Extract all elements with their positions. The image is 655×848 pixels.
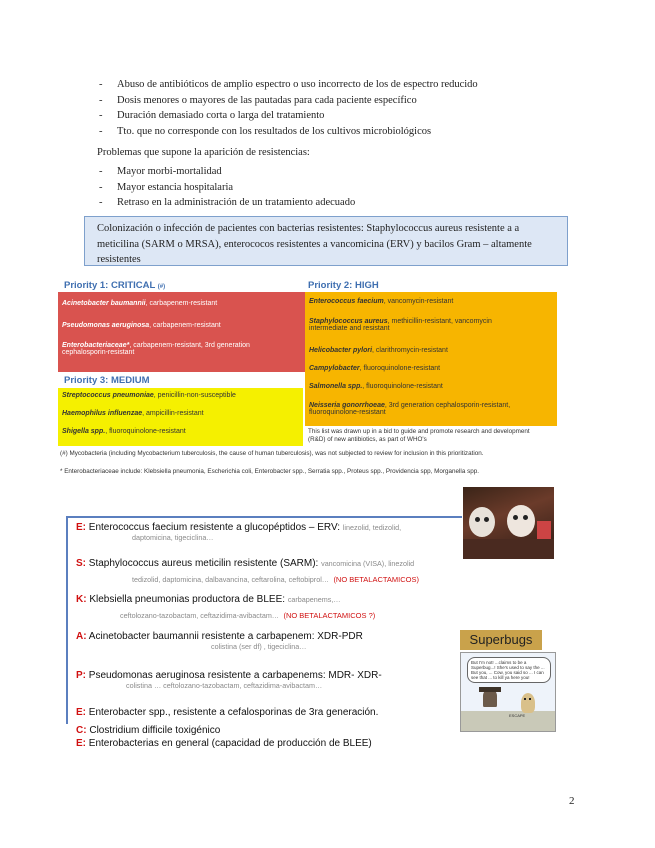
extra-item-c: C: Clostridium difficile toxigénico [76,725,221,736]
priority1-title: Priority 1: CRITICAL (#) [64,280,166,291]
list-item: - Dosis menores o mayores de las pautadas para cada paciente específico [97,93,577,109]
list-item: - Mayor estancia hospitalaria [97,180,577,196]
priority3-panel [58,388,303,446]
priority3-item: Shigella spp., fluoroquinolone-resistant [62,428,186,435]
superbugs-cartoon [460,652,556,732]
footnote-mycobacteria: (#) Mycobacteria (including Mycobacterium tuberculosis, the cause of human tuberculosis), was not subjected to review for inclusion in this prioritization. [60,450,484,457]
priority3-item: Streptococcus pneumoniae, penicillin-non-susceptible [62,392,236,399]
cartoon-sign: ESCAPE [509,713,526,718]
list-item: - Retraso en la administración de un tratamiento adecuado [97,195,577,211]
extra-item-e: E: Enterobacterias en general (capacidad de producción de BLEE) [76,738,372,749]
priority2-item: Staphylococcus aureus, methicillin-resistant, vancomycin intermediate and resistant [309,318,492,332]
superbug-photo [463,487,554,559]
highlight-box: Colonización o infección de pacientes con bacterias resistentes: Staphylococcus aureus resistente a a meticilina (SARM o MRSA), enterococos resistentes a vancomicina (ERV) y bacilos Gram – altamente resistentes [84,216,568,266]
priority1-panel [58,292,305,372]
resistance-causes-list [97,77,577,139]
priority3-item: Haemophilus influenzae, ampicillin-resistant [62,410,204,417]
priority2-title: Priority 2: HIGH [308,280,379,291]
page-number: 2 [569,795,575,807]
priority2-panel [305,292,557,426]
priority2-item: Campylobacter, fluoroquinolone-resistant [309,365,441,372]
list-item: - Mayor morbi-mortalidad [97,164,577,180]
list-item: - Abuso de antibióticos de amplio espectro o uso incorrecto de los de espectro reducido [97,77,577,93]
priority2-item: Helicobacter pylori, clarithromycin-resistant [309,347,448,354]
list-item: - Duración demasiado corta o larga del tratamiento [97,108,577,124]
priority1-item: Enterobacteriaceae*, carbapenem-resistant, 3rd generation cephalosporin-resistant [62,342,250,356]
problems-list [97,164,577,211]
priority1-item: Pseudomonas aeruginosa, carbapenem-resistant [62,322,221,329]
list-note: This list was drawn up in a bid to guide and promote research and development (R&D) of new antibiotics, as part of WHO's [308,428,530,443]
eskape-item-e: E: Enterococcus faecium resistente a glucopéptidos – ERV: linezolid, tedizolid, daptomicina, tigeciclina… [76,522,402,542]
speech-bubble: But I'm not! ...claims to be a Superbug...! She's used to say the ... But you, ... Cow, you said so ... I can see that ... to kill ya here you! [467,657,551,683]
eskape-item-k: K: Klebsiella pneumonias productora de BLEE: carbapenems,… ceftolozano-tazobactam, ceftazidima-avibactam… (NO BETALACTAMICOS ?) [76,594,376,620]
footnote-enterobacteriaceae: * Enterobacteriaceae include: Klebsiella pneumonia, Escherichia coli, Enterobacter spp., Serratia spp., Proteus spp., Providencia spp, Morganella spp. [60,468,479,475]
priority2-item: Salmonella spp., fluoroquinolone-resistant [309,383,443,390]
superbugs-label: Superbugs [460,630,542,650]
priority1-item: Acinetobacter baumannii, carbapenem-resistant [62,300,218,307]
list-item: - Tto. que no corresponde con los resultados de los cultivos microbiológicos [97,124,577,140]
eskape-item-p: P: Pseudomonas aeruginosa resistente a carbapenems: MDR- XDR- colistina … ceftolozano-tazobactam, ceftazidima-avibactam… [76,670,382,690]
priority2-item: Enterococcus faecium, vancomycin-resistant [309,298,454,305]
eskape-item-e2: E: Enterobacter spp., resistente a cefalosporinas de 3ra generación. [76,707,379,718]
priority2-item: Neisseria gonorrhoeae, 3rd generation cephalosporin-resistant, fluoroquinolone-resistant [309,402,511,416]
eskape-item-s: S: Staphylococcus aureus meticilin resistente (SARM): vancomicina (VISA), linezolid tedizolid, daptomicina, dalbavancina, ceftarolina, ceftobiprol… (NO BETALACTAMICOS) [76,558,419,584]
priority3-title: Priority 3: MEDIUM [64,375,150,386]
problems-heading: Problemas que supone la aparición de resistencias: [97,147,310,158]
eskape-item-a: A: Acinetobacter baumannii resistente a carbapenem: XDR-PDR colistina (ser df) , tigeciclina… [76,631,363,651]
